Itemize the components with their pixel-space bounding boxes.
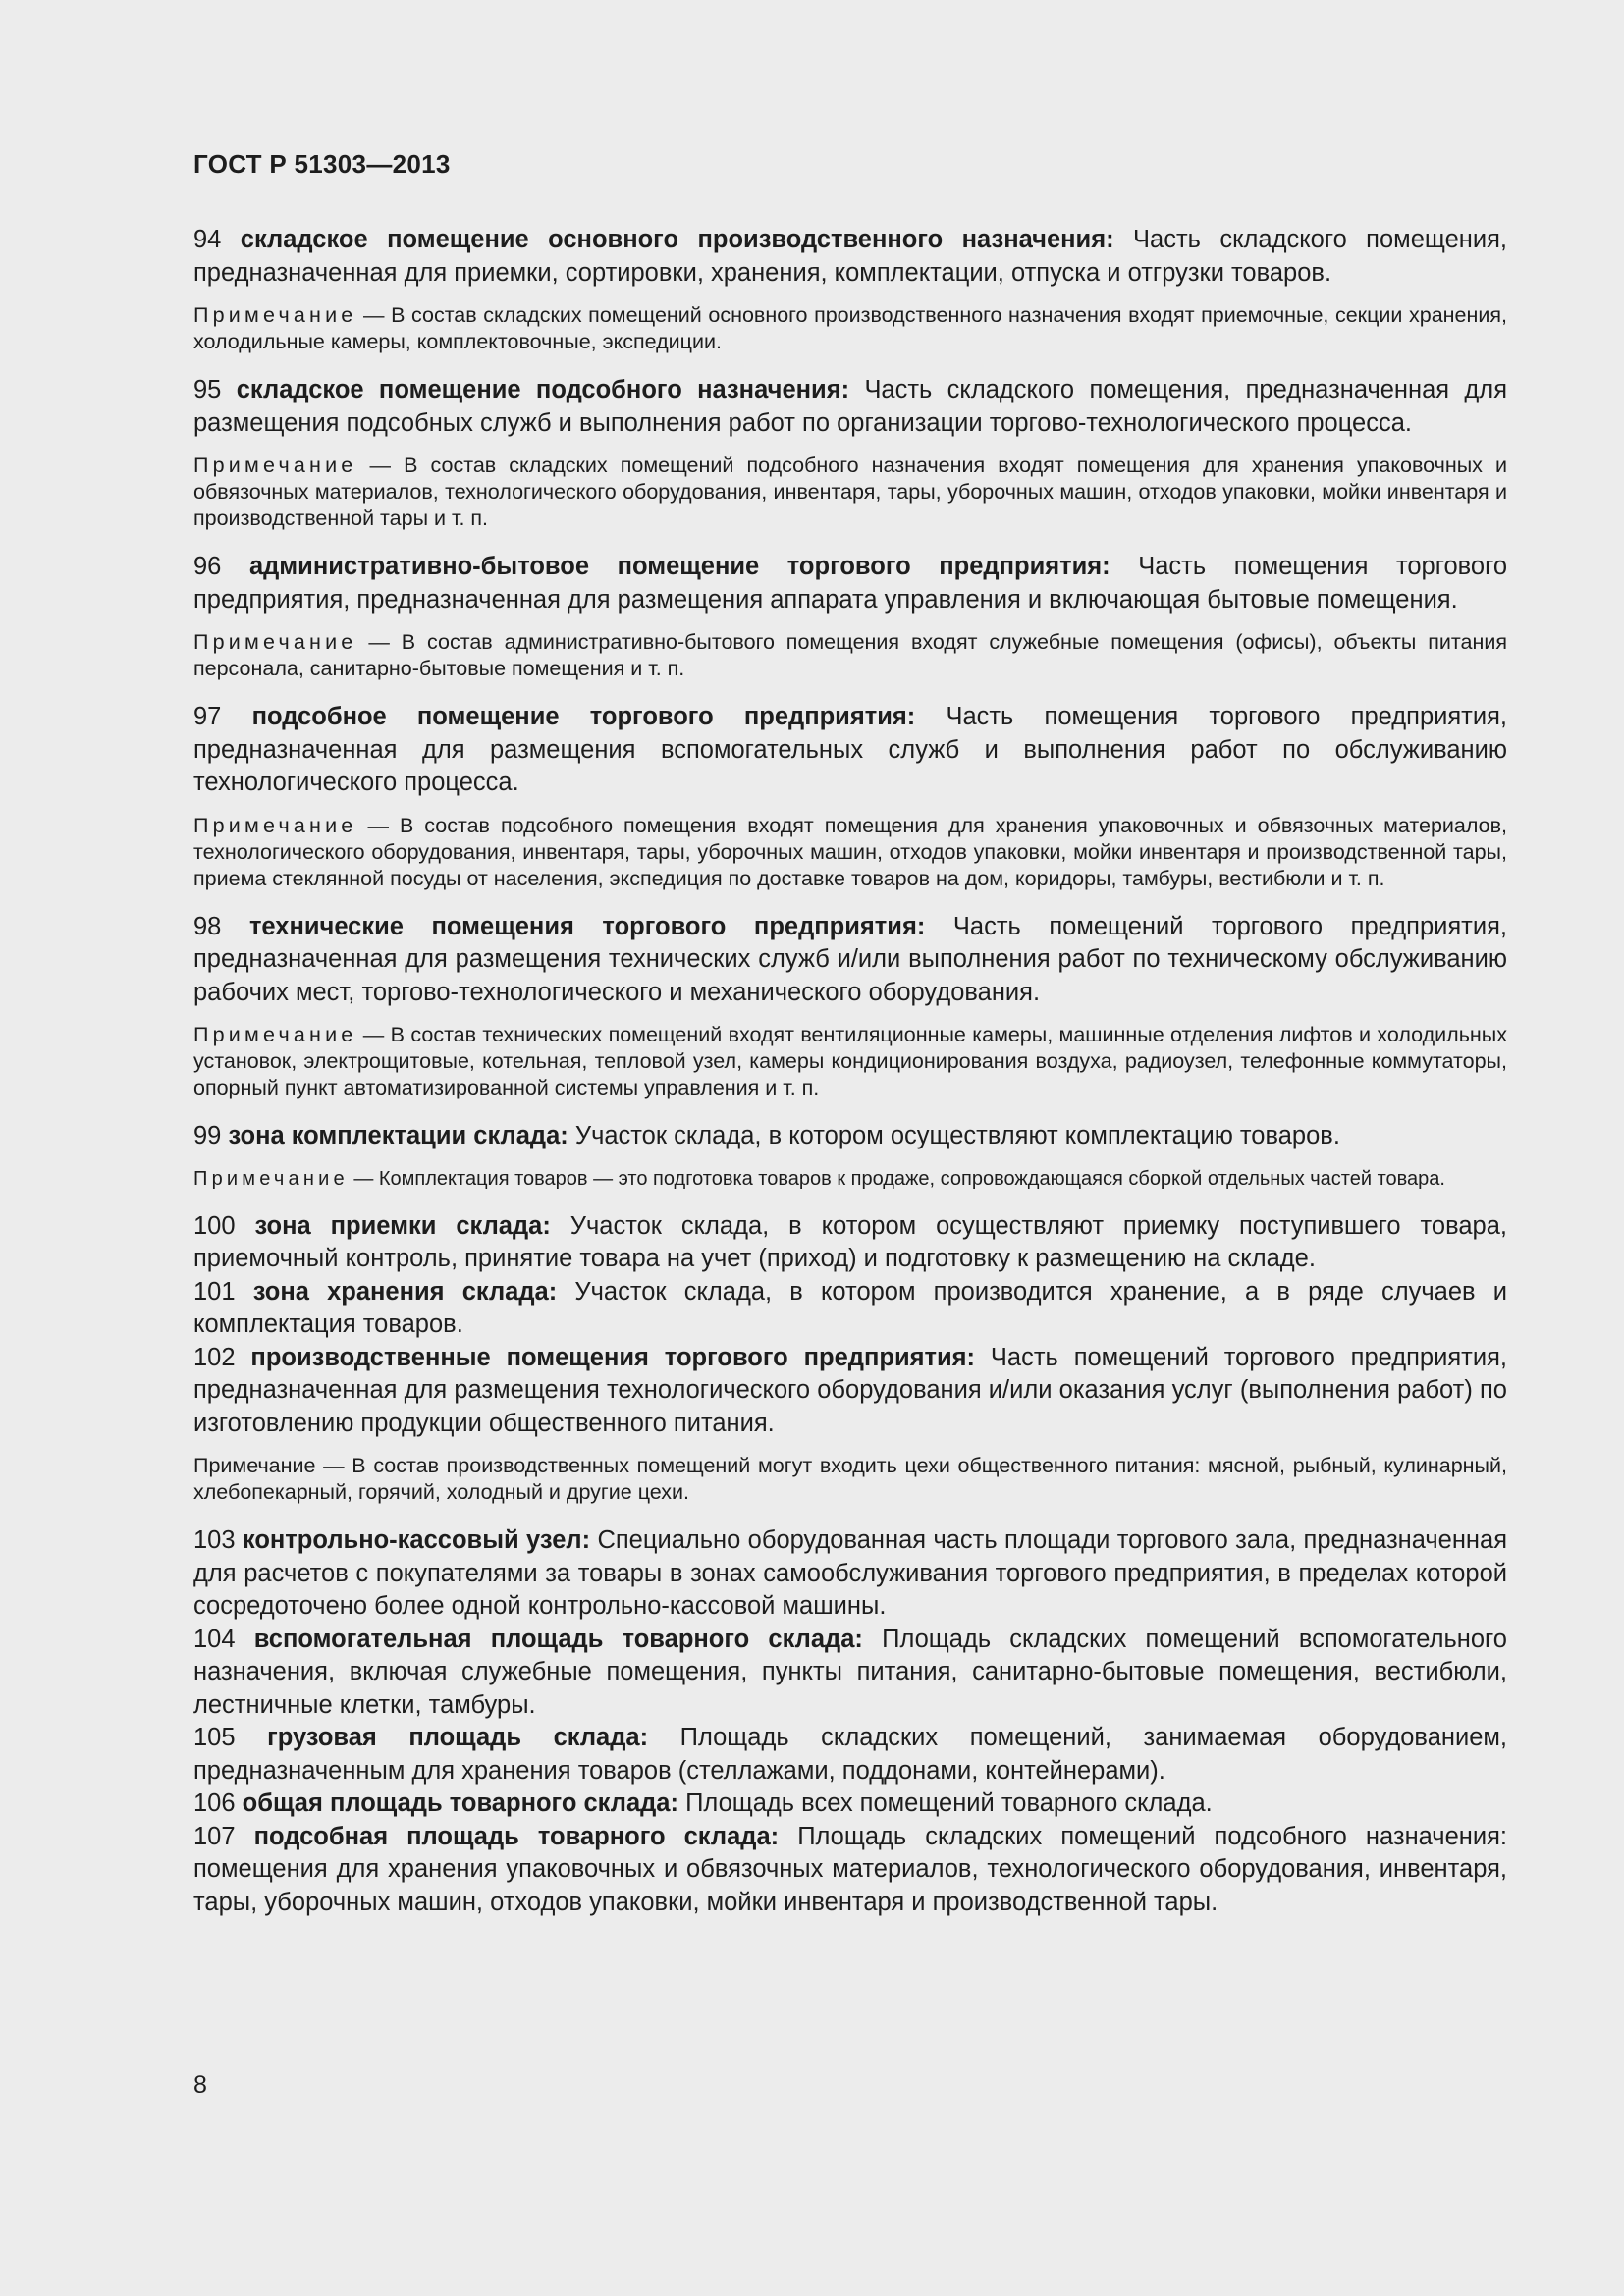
term-entry-106 [193, 1788, 1507, 1821]
note-label: Примечание [193, 630, 357, 654]
term-number: 94 [193, 226, 222, 253]
term-definition: Площадь складских помещений подсобного назначения: помещения для хранения упаковочных и обвязочных материалов, технологического оборудования, инвентаря, тары, уборочных машин, отходов упаковки, мойки инвентаря и производственной тары. [193, 1822, 1507, 1916]
note-label: Примечание [193, 454, 357, 477]
term-title: общая площадь товарного склада: [242, 1789, 678, 1817]
term-number: 106 [193, 1789, 236, 1817]
term-entry-102 [193, 1342, 1507, 1441]
term-entry-96 [193, 551, 1507, 616]
note-dash: — [348, 1167, 379, 1190]
term-definition: Участок склада, в котором осуществляют комплектацию товаров. [574, 1122, 1340, 1149]
term-number: 102 [193, 1343, 236, 1371]
note-text: В состав складских помещений подсобного назначения входят помещения для хранения упаковочных и обвязочных материалов, технологического оборудования, инвентаря, тары, уборочных машин, отходов упаковки, мойки инвентаря и производственной тары и т. п. [193, 454, 1507, 530]
term-title: зона хранения склада: [252, 1277, 558, 1306]
term-definition: Часть помещений торгового предприятия, предназначенная для размещения технологического оборудования и/или оказания услуг (выполнения работ) по изготовлению продукции общественного питания. [193, 1343, 1507, 1437]
note-label: Примечание [193, 303, 357, 327]
note-text: В состав складских помещений основного производственного назначения входят приемочные, секции хранения, холодильные камеры, комплектовочные, экспедиции. [193, 303, 1507, 353]
term-title: технические помещения торгового предприятия: [248, 912, 926, 940]
note-label: Примечание [193, 1167, 349, 1190]
note-dash: — [356, 813, 400, 837]
term-entry-107 [193, 1821, 1507, 1920]
term-definition: Специально оборудованная часть площади торгового зала, предназначенная для расчетов с покупателями за товары в зонах самообслуживания торгового предприятия, в пределах которой сосредоточено более одной контрольно-кассовой машины. [193, 1526, 1507, 1620]
note-96 [193, 629, 1507, 682]
term-definition: Участок склада, в котором производится хранение, а в ряде случаев и комплектация товаров. [193, 1277, 1507, 1338]
term-title: вспомогательная площадь товарного склада: [253, 1625, 863, 1653]
note-text: В состав административно-бытового помещения входят служебные помещения (офисы), объекты питания персонала, санитарно-бытовые помещения и т. п. [193, 630, 1508, 680]
term-number: 107 [193, 1822, 236, 1850]
note-label: Примечание [193, 813, 357, 837]
note-dash: — [356, 630, 402, 654]
note-text: В состав технических помещений входят вентиляционные камеры, машинные отделения лифтов и холодильных установок, электрощитовые, котельная, тепловой узел, камеры кондиционирования воздуха, радиоузел, телефонные коммутаторы, опорный пункт автоматизированной системы управления и т. п. [193, 1023, 1507, 1099]
note-dash: — [356, 1023, 391, 1046]
term-title: складское помещение основного производственного назначения: [240, 226, 1114, 253]
term-number: 105 [193, 1724, 236, 1751]
term-title: административно-бытовое помещение торгового предприятия: [248, 553, 1110, 580]
term-number: 101 [193, 1277, 236, 1306]
term-number: 98 [193, 912, 222, 940]
definitions-body [193, 224, 1507, 1919]
term-definition: Участок склада, в котором осуществляют приемку поступившего товара, приемочный контроль, принятие товара на учет (приход) и подготовку к размещению на складе. [193, 1211, 1508, 1272]
term-definition: Площадь всех помещений товарного склада. [685, 1789, 1213, 1817]
page-number: 8 [193, 2071, 207, 2099]
term-definition: Часть помещения торгового предприятия, предназначенная для размещения вспомогательных служб и выполнения работ по обслуживанию технологического процесса. [193, 703, 1507, 796]
term-entry-98 [193, 911, 1507, 1010]
term-entry-99 [193, 1120, 1507, 1153]
term-title: грузовая площадь склада: [267, 1724, 649, 1751]
term-title: зона приемки склада: [254, 1211, 551, 1240]
term-number: 104 [193, 1625, 236, 1653]
note-99 [193, 1166, 1507, 1192]
term-definition: Часть помещений торгового предприятия, предназначенная для размещения технических служб и/или выполнения работ по техническому обслуживанию рабочих мест, торгово-технологического и механического оборудования. [193, 912, 1507, 1006]
note-text: Комплектация товаров — это подготовка товаров к продаже, сопровождающаяся сборкой отдельных частей товара. [378, 1167, 1445, 1190]
term-definition: Часть помещения торгового предприятия, предназначенная для размещения аппарата управления и включающая бытовые помещения. [193, 553, 1508, 614]
term-number: 97 [193, 703, 222, 730]
term-entry-103 [193, 1524, 1507, 1624]
term-entry-105 [193, 1722, 1507, 1788]
term-entry-100 [193, 1210, 1507, 1276]
term-title: подсобное помещение торгового предприятия: [251, 703, 916, 730]
term-number: 96 [193, 553, 222, 580]
term-definition: Часть складского помещения, предназначенная для размещения подсобных служб и выполнения работ по организации торгово-технологического процесса. [193, 376, 1507, 437]
note-97 [193, 813, 1507, 892]
term-title: зона комплектации склада: [228, 1122, 568, 1149]
term-number: 99 [193, 1122, 222, 1149]
document-header: ГОСТ Р 51303—2013 [193, 149, 451, 179]
term-definition: Площадь складских помещений вспомогательного назначения, включая служебные помещения, пункты питания, санитарно-бытовые помещения, вестибюли, лестничные клетки, тамбуры. [193, 1625, 1507, 1719]
term-entry-95 [193, 374, 1507, 440]
term-definition: Площадь складских помещений, занимаемая оборудованием, предназначенным для хранения товаров (стеллажами, поддонами, контейнерами). [193, 1724, 1507, 1785]
term-title: производственные помещения торгового предприятия: [250, 1343, 976, 1371]
term-title: складское помещение подсобного назначения: [236, 376, 850, 403]
term-number: 95 [193, 376, 222, 403]
term-number: 103 [193, 1526, 236, 1554]
term-number: 100 [193, 1211, 236, 1240]
note-94 [193, 302, 1507, 355]
term-title: контрольно-кассовый узел: [242, 1526, 591, 1554]
note-dash: — [356, 454, 405, 477]
term-title: подсобная площадь товарного склада: [253, 1822, 780, 1850]
term-entry-104 [193, 1624, 1507, 1723]
note-label: Примечание [193, 1023, 357, 1046]
term-entry-97 [193, 701, 1507, 800]
note-text: В состав подсобного помещения входят помещения для хранения упаковочных и обвязочных материалов, технологического оборудования, инвентаря, тары, уборочных машин, отходов упаковки, мойки инвентаря и производственной тары, приема стеклянной посуды от населения, экспедиция по доставке товаров на дом, коридоры, тамбуры, вестибюли и т. п. [193, 813, 1508, 890]
note-95 [193, 453, 1507, 532]
term-entry-94 [193, 224, 1507, 290]
note-102: Примечание — В состав производственных помещений могут входить цехи общественного питания: мясной, рыбный, кулинарный, хлебопекарный, горячий, холодный и другие цехи. [193, 1454, 1507, 1504]
note-98 [193, 1022, 1507, 1101]
term-definition: Часть складского помещения, предназначенная для приемки, сортировки, хранения, комплектации, отпуска и отгрузки товаров. [193, 226, 1507, 287]
term-entry-101 [193, 1276, 1507, 1342]
note-dash: — [356, 303, 392, 327]
